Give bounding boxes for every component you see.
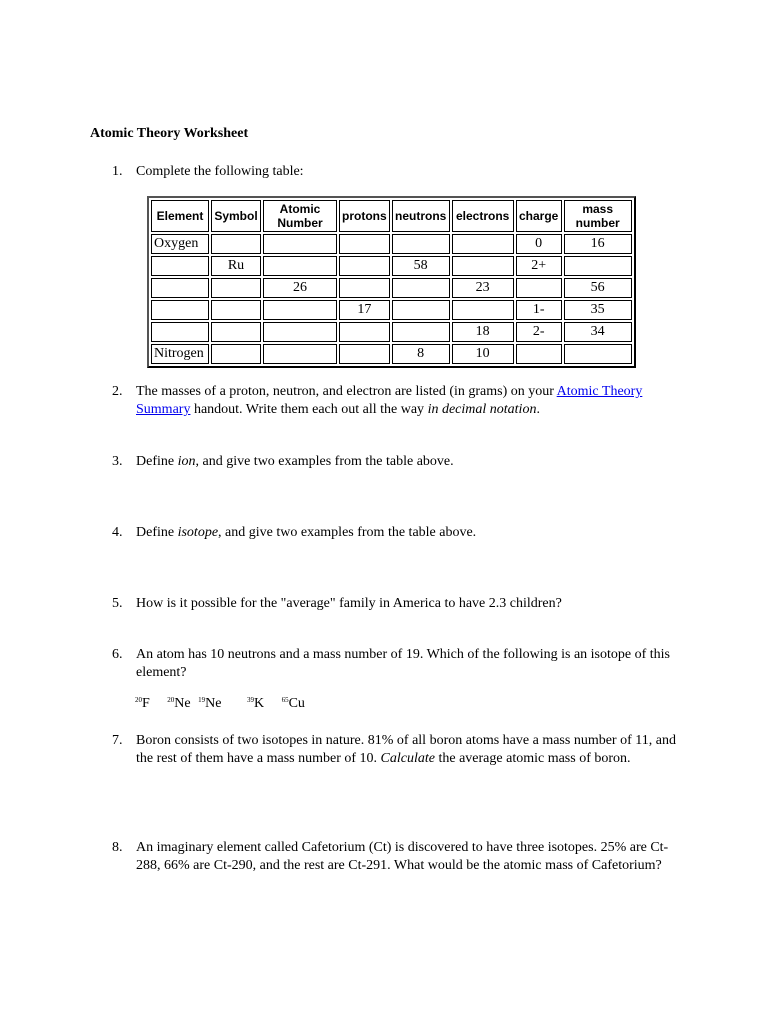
table-cell	[211, 300, 261, 320]
isotope-symbol: Cu	[288, 696, 305, 711]
table-cell	[263, 256, 337, 276]
table-row	[151, 256, 632, 276]
question-text	[136, 732, 682, 768]
table-cell	[263, 344, 337, 364]
question-emphasis: ion	[177, 454, 196, 469]
table-cell: 10	[452, 344, 514, 364]
table-row	[151, 234, 632, 254]
question-number: 8.	[112, 840, 123, 855]
question-text	[136, 453, 682, 471]
isotope-symbol: Ne	[205, 696, 222, 711]
table-cell: 16	[564, 234, 632, 254]
table-cell: 18	[452, 322, 514, 342]
column-header: Atomic Number	[263, 200, 337, 232]
table-cell: 2+	[516, 256, 562, 276]
table-cell: 8	[392, 344, 450, 364]
column-header: charge	[516, 200, 562, 232]
table-cell: 1-	[516, 300, 562, 320]
table-row	[151, 300, 632, 320]
table-cell: Ru	[211, 256, 261, 276]
column-header: protons	[339, 200, 390, 232]
question-number: 5.	[112, 596, 123, 611]
column-header: neutrons	[392, 200, 450, 232]
atomic-theory-summary-link[interactable]: Atomic Theory Summary	[136, 384, 643, 417]
isotope-mass: 19	[198, 696, 206, 704]
table-cell	[211, 278, 261, 298]
isotope-mass: 65	[281, 696, 289, 704]
table-cell	[392, 234, 450, 254]
table-cell	[263, 322, 337, 342]
table-cell	[339, 234, 390, 254]
table-cell	[564, 256, 632, 276]
question-1	[112, 163, 682, 181]
question-2	[112, 383, 682, 419]
question-number: 4.	[112, 525, 123, 540]
isotope-option	[247, 696, 264, 711]
isotope-mass: 20	[135, 696, 142, 704]
table-cell	[516, 344, 562, 364]
question-emphasis: isotope	[177, 525, 219, 540]
question-text: How is it possible for the "average" family in America to have 2.3 children?	[136, 596, 562, 611]
question-number: 6.	[112, 647, 123, 662]
table-cell	[151, 322, 209, 342]
table-row	[151, 278, 632, 298]
question-text: An atom has 10 neutrons and a mass number of 19. Which of the following is an isotope of this element?	[136, 647, 670, 680]
question-emphasis: Calculate	[380, 751, 435, 766]
column-header: mass number	[564, 200, 632, 232]
isotope-symbol: K	[253, 696, 265, 711]
table-cell	[211, 344, 261, 364]
question-emphasis: in decimal notation	[427, 402, 537, 417]
table-cell: Nitrogen	[151, 344, 209, 364]
isotope-symbol: Ne	[174, 696, 191, 711]
question-text	[136, 524, 682, 542]
table-cell	[392, 322, 450, 342]
isotope-option	[198, 696, 221, 711]
table-cell	[211, 234, 261, 254]
question-4	[112, 524, 682, 542]
table-cell: 0	[516, 234, 562, 254]
table-cell	[392, 300, 450, 320]
table-cell	[263, 300, 337, 320]
table-cell	[564, 344, 632, 364]
table-cell	[211, 322, 261, 342]
table-cell: 34	[564, 322, 632, 342]
table-cell	[452, 234, 514, 254]
column-header: Element	[151, 200, 209, 232]
column-header: Symbol	[211, 200, 261, 232]
table-cell	[339, 256, 390, 276]
question-number: 1.	[112, 164, 123, 179]
question-text-part: the average atomic mass of boron.	[434, 751, 631, 766]
element-table	[147, 196, 636, 368]
question-text-part: Define	[136, 454, 178, 469]
question-text-part: , and give two examples from the table above.	[195, 454, 454, 469]
table-cell: 26	[263, 278, 337, 298]
table-cell	[151, 256, 209, 276]
worksheet-title: Atomic Theory Worksheet	[90, 126, 249, 141]
question-6	[112, 646, 682, 682]
table-cell: Oxygen	[151, 234, 209, 254]
question-text-part: The masses of a proton, neutron, and electron are listed (in grams) on your	[136, 384, 557, 399]
question-5	[112, 595, 682, 613]
question-8	[112, 839, 682, 875]
table-cell: 35	[564, 300, 632, 320]
table-cell: 56	[564, 278, 632, 298]
table-header-row	[151, 200, 632, 232]
question-number: 7.	[112, 733, 123, 748]
question-7	[112, 732, 682, 768]
question-text-part: Define	[136, 525, 178, 540]
question-text-part: , and give two examples from the table above.	[218, 525, 477, 540]
isotope-symbol: F	[142, 696, 150, 711]
isotope-option	[282, 696, 305, 711]
table-cell	[263, 234, 337, 254]
isotope-options	[135, 696, 319, 712]
question-number: 2.	[112, 384, 123, 399]
question-text: An imaginary element called Cafetorium (Ct) is discovered to have three isotopes. 25% are Ct-288, 66% are Ct-290, and the rest are Ct-291. What would be the atomic mass of Cafetorium?	[136, 840, 669, 873]
table-cell	[516, 278, 562, 298]
isotope-option	[135, 696, 150, 711]
table-cell	[151, 278, 209, 298]
table-cell	[452, 256, 514, 276]
question-number: 3.	[112, 454, 123, 469]
isotope-mass: 20	[167, 696, 175, 704]
table-row	[151, 344, 632, 364]
table-row	[151, 322, 632, 342]
table-cell: 17	[339, 300, 390, 320]
table-cell	[151, 300, 209, 320]
isotope-option	[167, 696, 190, 711]
isotope-mass: 39	[246, 696, 254, 704]
question-text-part: handout. Write them each out all the way	[190, 402, 428, 417]
question-text-part: Boron consists of two isotopes in nature. 81% of all boron atoms have a mass number of 11, and the rest of them have a mass number of 10.	[136, 733, 676, 766]
table-cell	[339, 278, 390, 298]
table-cell	[452, 300, 514, 320]
table-cell: 58	[392, 256, 450, 276]
question-text-part: .	[536, 402, 540, 417]
table-cell	[392, 278, 450, 298]
question-3	[112, 453, 682, 471]
element-table-container	[147, 196, 636, 368]
table-cell: 2-	[516, 322, 562, 342]
column-header: electrons	[452, 200, 514, 232]
table-cell	[339, 322, 390, 342]
table-cell	[339, 344, 390, 364]
question-text: Complete the following table:	[136, 164, 304, 179]
question-text	[136, 383, 682, 419]
table-cell: 23	[452, 278, 514, 298]
